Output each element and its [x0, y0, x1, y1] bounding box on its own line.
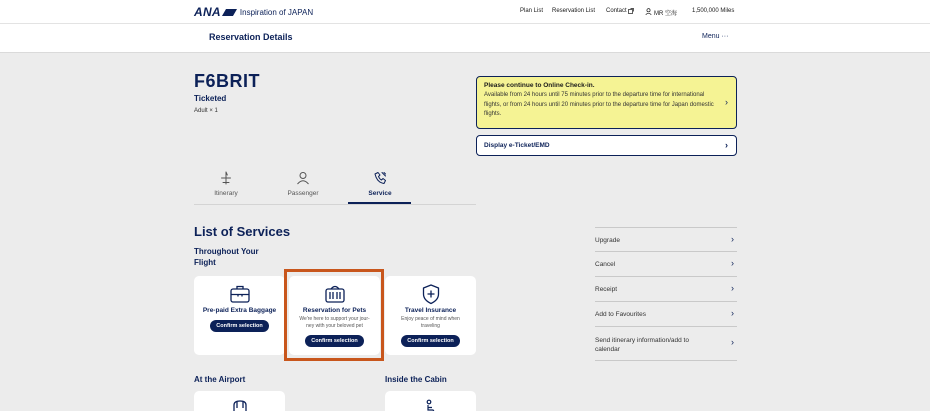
chevron-right-icon: ›	[731, 336, 734, 347]
chevron-right-icon: ›	[731, 308, 734, 318]
tab-itinerary[interactable]	[195, 171, 257, 197]
plane-icon	[219, 171, 233, 185]
nav-miles	[692, 8, 734, 14]
logo-mark-icon	[222, 8, 235, 17]
nav-contact-label: Contact	[606, 8, 627, 14]
suitcase-icon	[229, 284, 251, 304]
display-eticket-button[interactable]	[476, 135, 737, 156]
online-checkin-notice[interactable]	[476, 76, 737, 129]
menu-item-label: Add to Favourites	[595, 311, 646, 318]
menu-item-label: Receipt	[595, 286, 618, 293]
menu-label: Menu	[702, 33, 720, 40]
menu-item-upgrade[interactable]	[595, 227, 737, 252]
page-header	[0, 24, 930, 53]
highlight-box	[284, 269, 384, 361]
cabin-service-card[interactable]	[385, 391, 476, 411]
service-icon	[373, 171, 387, 185]
service-card-title: Pre-paid Extra Baggage	[202, 307, 277, 314]
logo-tagline: Inspiration of JAPAN	[239, 7, 314, 17]
service-card-extra-baggage[interactable]	[194, 276, 285, 355]
checkin-title: Please continue to Online Check-in.	[484, 82, 595, 89]
service-card-title: Travel Insurance	[404, 307, 457, 314]
user-icon	[645, 8, 652, 15]
confirm-selection-button[interactable]: Confirm selection	[401, 335, 459, 347]
chevron-right-icon: ›	[731, 233, 734, 244]
menu-item-receipt[interactable]	[595, 277, 737, 302]
services-title: List of Services	[194, 224, 291, 239]
service-card-title: Reservation for Pets	[302, 307, 367, 314]
nav-user[interactable]	[645, 8, 677, 17]
nav-user-name: MR 空海	[654, 11, 677, 17]
checkin-body: Available from 24 hours until 75 minutes prior to the departure time for international flights, or from 24 hours until 20 minutes prior to the departure time for Japan domestic flights.	[484, 92, 714, 117]
eticket-label: Display e-Ticket/EMD	[484, 142, 550, 149]
nav-reservation-list[interactable]	[552, 8, 595, 14]
chevron-right-icon: ›	[731, 258, 734, 268]
chevron-right-icon: ›	[725, 140, 728, 150]
reservation-number: F6BRIT	[194, 71, 260, 91]
shield-plus-icon	[420, 283, 442, 305]
chevron-right-icon: ›	[725, 97, 728, 107]
nav-miles-value: 1,500,000 Miles	[692, 8, 735, 14]
service-card-description	[385, 316, 476, 329]
inside-the-cabin-heading: Inside the Cabin	[385, 375, 447, 384]
reservation-actions-menu	[595, 227, 737, 361]
tab-service-label: Service	[368, 190, 392, 197]
confirm-selection-button[interactable]: Confirm selection	[210, 320, 268, 332]
passenger-count: Adult × 1	[194, 108, 218, 114]
throughout-flight-heading	[194, 246, 259, 268]
more-dots-icon: ···	[721, 33, 729, 40]
tabs-divider	[194, 204, 476, 205]
tab-passenger-label: Passenger	[287, 190, 319, 197]
tab-service[interactable]	[349, 171, 411, 197]
chevron-right-icon: ›	[731, 283, 734, 293]
nav-plan-list-label: Plan List	[520, 8, 544, 14]
menu-item-cancel[interactable]	[595, 252, 737, 277]
description-line: Enjoy peace of mind when	[401, 316, 460, 322]
airport-service-icon	[229, 399, 251, 411]
description-line: traveling	[421, 322, 440, 329]
page-title: Reservation Details	[209, 32, 293, 42]
ana-logo[interactable]	[194, 5, 313, 19]
external-window-icon	[628, 8, 634, 14]
throughout-heading-line-2: Flight	[194, 258, 216, 267]
menu-item-label: Cancel	[595, 261, 616, 268]
menu-item-label-line: calendar	[595, 346, 620, 353]
top-bar	[0, 0, 930, 24]
active-tab-indicator	[348, 202, 411, 204]
nav-reservation-list-label: Reservation List	[552, 8, 596, 14]
menu-button[interactable]	[702, 33, 728, 40]
seat-person-icon	[420, 399, 442, 411]
throughout-heading-line-1: Throughout Your	[194, 247, 259, 256]
nav-contact[interactable]	[606, 8, 634, 14]
menu-item-label-line: Send itinerary information/add to	[595, 337, 689, 344]
confirm-selection-button[interactable]: Confirm selection	[305, 335, 363, 347]
menu-item-send-itinerary[interactable]	[595, 327, 737, 361]
at-the-airport-heading: At the Airport	[194, 375, 246, 384]
menu-item-label: Upgrade	[595, 237, 620, 244]
menu-item-add-to-favourites[interactable]	[595, 302, 737, 327]
ticket-status: Ticketed	[194, 94, 227, 103]
nav-plan-list[interactable]	[520, 8, 543, 14]
description-line: ney with your beloved pet	[306, 322, 363, 329]
logo-text: ANA	[194, 5, 221, 19]
tab-passenger[interactable]	[272, 171, 334, 197]
description-line: We're here to support your jour-	[299, 316, 370, 322]
person-icon	[296, 171, 310, 185]
tab-itinerary-label: Itinerary	[214, 190, 238, 197]
service-card-travel-insurance[interactable]	[385, 276, 476, 355]
airport-service-card[interactable]	[194, 391, 285, 411]
